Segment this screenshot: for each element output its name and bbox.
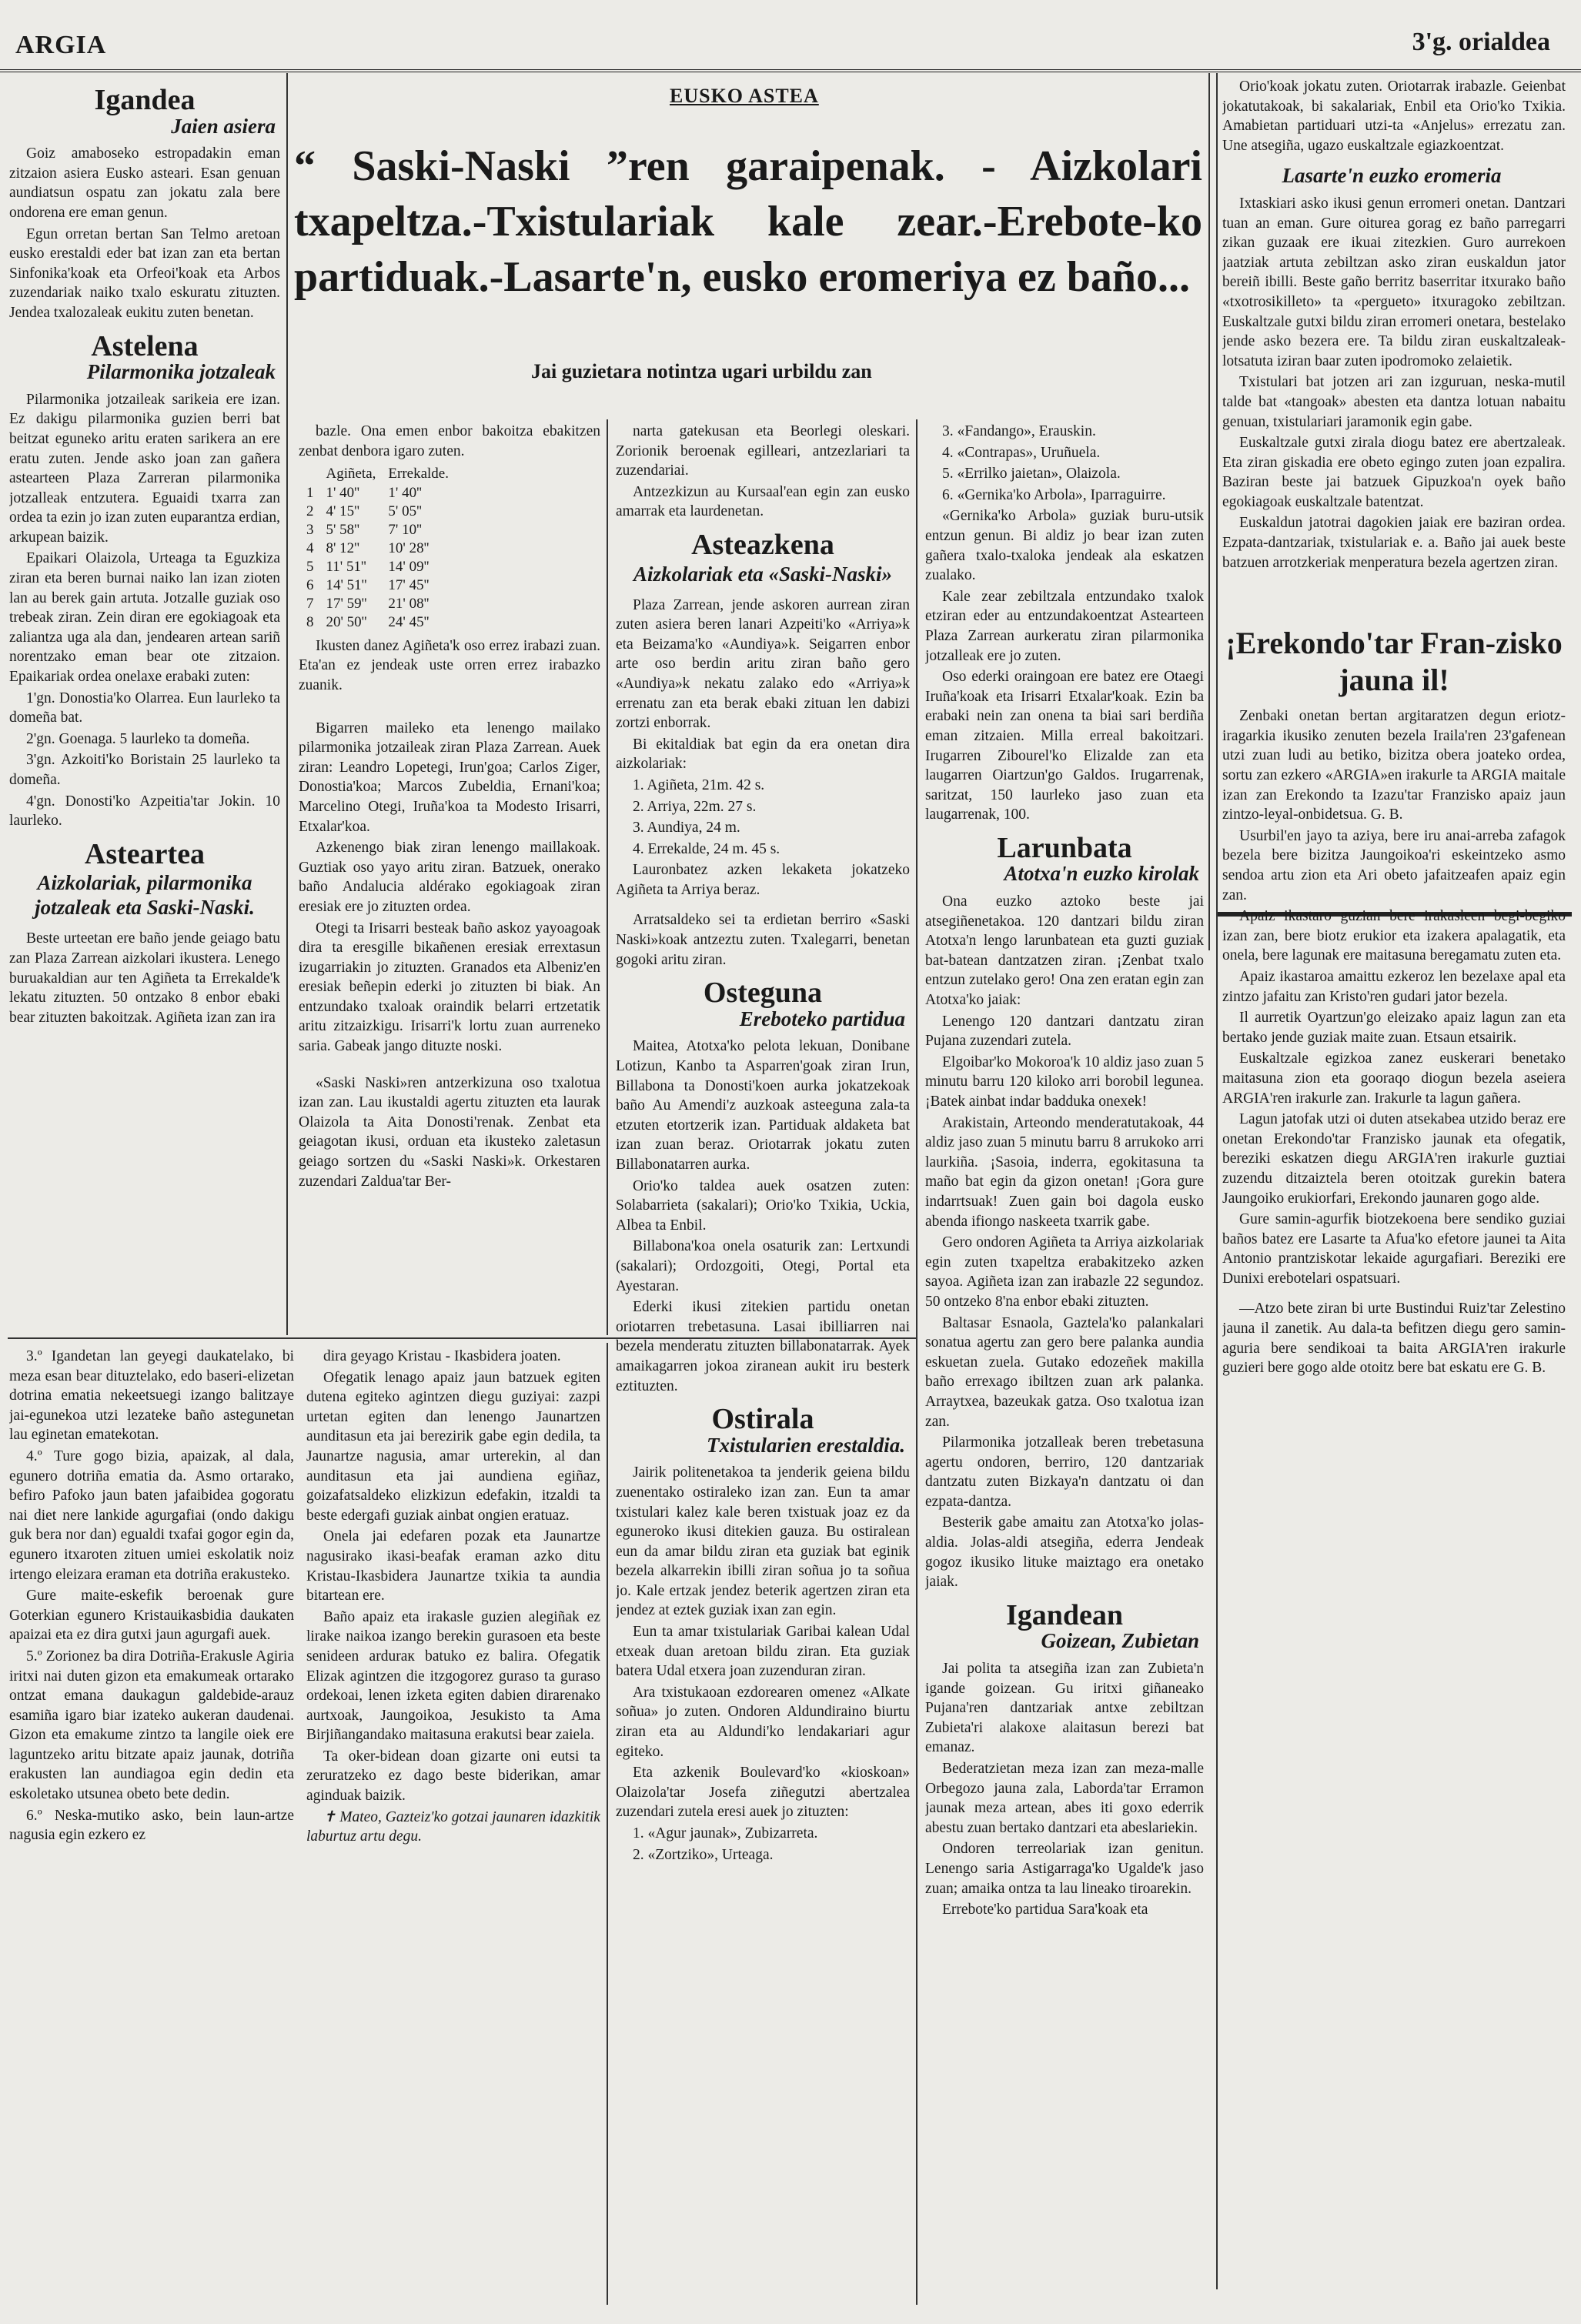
paragraph: 3'gn. Azkoiti'ko Boristain 25 laurleko ta domeña. bbox=[9, 752, 280, 788]
table-cell: 6 bbox=[306, 576, 314, 593]
section-subtitle: Aizkolariak, pilarmonika jotzaleak eta Saski-Naski. bbox=[35, 871, 255, 920]
paragraph: Billabona'koa onela osaturik zan: Lertxundi (sakalari); Ordozgoiti, Otegi, Portal eta Ayestaran. bbox=[616, 1238, 910, 1294]
table-cell: 21' 08'' bbox=[388, 595, 430, 612]
paragraph: Jai polita ta atsegiña izan zan Zubieta'n igande goizean. Gu iritxi giñaneako Pujana'ren dantzariak antxe zebiltzan Zubieta'ri alakoxe alaitasun berezi bat emanaz. bbox=[925, 1661, 1204, 1756]
spacer bbox=[1222, 574, 1566, 620]
paragraph: Ta oker-bidean doan gizarte oni eutsi ta zeruratzeko ez dago beste biderikan, amar aginduak baizik. bbox=[306, 1748, 600, 1805]
paragraph: bazle. Ona emen enbor bakoitza ebakitzen zenbat denbora igaro zuten. bbox=[299, 423, 600, 459]
paragraph: Besterik gabe amaitu zan Atotxa'ko jolas-aldia. Jolas-aldi atsegiña, ederra Jendeak gogoz ikusiko lituke maiztago era onetako jaiak. bbox=[925, 1514, 1204, 1591]
paragraph: Pilarmonika jotzaileak sarikeia ere izan. Ez dakigu pilarmonika guzien berri bat beitzat eguneko aritu eraten sarikera an ere eratu zuten. Jende asko joan zan gañera astearteen Plaza Zarreran pilarmonika jotzalleak entzutera. Eguaidi txarra zan ordea ta ezin jo izan zuten euparantza erdian, arkupean baizik. bbox=[9, 391, 280, 546]
paragraph: 2. «Zortziko», Urteaga. bbox=[633, 1846, 774, 1863]
section-title: Igandean bbox=[1005, 1598, 1124, 1631]
table-row bbox=[306, 576, 461, 595]
paragraph: Ondoren terreolariak izan genitun. Lenengo saria Astigarraga'ko Ugalde'k jaso zuan; amaika ontza ta lau lineako tiroarekin. bbox=[925, 1841, 1204, 1897]
section-subtitle: Atotxa'n euzko kirolak bbox=[1004, 862, 1199, 886]
bottom-column-2 bbox=[306, 1347, 600, 2301]
table-cell: 14' 51'' bbox=[326, 576, 367, 593]
paragraph: 1'gn. Donostia'ko Olarrea. Eun laurleko ta domeña bat. bbox=[9, 690, 280, 726]
paragraph: Egun orretan bertan San Telmo aretoan eusko erestaldi eder bat izan zan eta bertan Sinfonika'koak eta Orfeoi'koak eta Arbos zuzendariak naiko txalo eskuratu zituzten. Jendea txalozaleak eukitu zuten benetan. bbox=[9, 225, 280, 321]
paragraph: —Atzo bete ziran bi urte Bustindui Ruiz'tar Zelestino jauna il zanetik. Au dala-ta befitzen diegu gero samin-aguria bere sendikoai ta baita ARGIA'ren irakurle guzieri bere gogo alde otoitz bere bat eskatu ere G. B. bbox=[1222, 1301, 1566, 1377]
table-cell: 5 bbox=[306, 558, 314, 575]
paragraph: Baño apaiz eta irakasle guzien alegiñak ez lirake naikoa izango berekin gurasoen eta beste senideen arduraк batuko ez balira. Ofegatik Elizak agintzen die itzgogorez guraso ta guraso ordekoai, lenen izketa egiten dabien dirarenako aurtxoak, Jaungoikoa, Jesukisto ta Ama Birjiñangandako maitasuna erakutsi bear zaiela. bbox=[306, 1608, 600, 1744]
section-title: Asteartea bbox=[84, 837, 206, 870]
axe-times-table bbox=[306, 464, 461, 632]
table-cell: 4' 15'' bbox=[326, 503, 360, 519]
section-subtitle: Aizkolariak eta «Saski-Naski» bbox=[633, 562, 893, 586]
paragraph: 4. «Contrapas», Uruñuela. bbox=[942, 444, 1101, 461]
paragraph: 6. «Gernika'ko Arbola», Iparraguirre. bbox=[942, 486, 1166, 503]
paragraph: Jairik politenetakoa ta jenderik geiena bildu zuenentako ostiraleko izan zan. Eun ta amar txistulari kalez kale beren txistuak joaz ez da eguneroko ikusi ditekien gauza. Bu ostiralean eun da amar bildu ziran eta guziak bat eginik bezela alkarrekin ibilli ziran soñua jo ta soñua jo. Kale ertzak jendez beterik agertzen ziran eta jendez at eztek guziak ixan zan egin. bbox=[616, 1464, 910, 1619]
paragraph: Plaza Zarrean, jende askoren aurrean ziran zuten asiera beren lanari Azpeiti'ko «Arriya»k eta Beizama'ko «Aundiya»k. Seigarren enbor arte oso berdin aritu ziran baño gero «Aundiya»k nekatu zalako edo «Arriya»k errenatu zan eta berak ebaki zituan len dabizi zortzi enborrak. bbox=[616, 596, 910, 732]
paragraph: Apaiz ikastaroa amaittu ezkeroz len bezelaxe apal eta zintzo jafaitu zan Kristo'ren gudari jator bezela. bbox=[1222, 968, 1566, 1005]
paragraph: Euskaltzale egizkoa zanez euskerari benetako maitasuna zion eta gooraqo diogun bezela aseiera ARGIA'ren irakurle zan. Irakurle ta lagun gañera. bbox=[1222, 1050, 1566, 1107]
table-cell: 4 bbox=[306, 539, 314, 556]
table-cell: 17' 45'' bbox=[388, 576, 430, 593]
table-row bbox=[306, 484, 461, 503]
paragraph: «Saski Naski»ren antzerkizuna oso txalotua izan zan. Lau ikustaldi agertu zituzten eta laurak Olaizola ta Aita Donosti'renak. Zenbat eta geiagotan ikusi, orduan eta ikusteko zaletasun geiago sortzen du «Saski Naski»k. Orkestaren zuzendari Zaldua'tar Ber- bbox=[299, 1074, 600, 1190]
paragraph: Maitea, Atotxa'ko pelota lekuan, Donibane Lotizun, Kanbo ta Asparren'goak ziran Irun, Billabona ta Donosti'koen aurka jokatzekoak baño Au Amendi'z auzkoak asteeguna zala-ta etzuten etortzerik izan. Partiduak aldaketa bat izan zuan beraz. Oriotarrak jokatu zuten Billabonatarren aurka. bbox=[616, 1038, 910, 1173]
table-cell: 8 bbox=[306, 613, 314, 630]
table-cell: 11' 51'' bbox=[326, 558, 366, 575]
paragraph: Arakistain, Arteondo menderatutakoak, 44 aldiz jaso zuan 5 minutu barru 8 arrukoko arri laurkiña. ¡Sasoia, inderra, egokitasuna ta maño bat egin da gizon onetan! ¡Gora gure indarrtsuak! Zuen gain boi dagola eusko abenda ifiongo naskeeta txarrik gabe. bbox=[925, 1114, 1204, 1230]
paragraph: Lenengo 120 dantzari dantzatu ziran Pujana zuzendari zutela. bbox=[925, 1013, 1204, 1050]
paragraph: Ofegatik lenago apaiz jaun batzuek egiten dutena egiteko agintzen diegu guziyai: zazpi urtetan egiten dan lenengo Jaunartzen aunditasun eta jai berezirik gabe egin dedila, ta Jaunartze nagusia, amar urterekin, al dan aunditasun eta jai aundiena egiñaz, goizafatsaldeko elizkizun edefakin, itzaldi ta beste edergafi guziak ainbat ongien eratuaz. bbox=[306, 1369, 600, 1524]
paragraph: Eun ta amar txistulariak Garibai kalean Udal etxeak duan aretoan bildu ziran. Eta guziak batera Udal etxera joan zuzenduran ziran. bbox=[616, 1624, 910, 1680]
section-subtitle: Jaien asiera bbox=[171, 114, 276, 138]
section-title: Ostirala bbox=[711, 1403, 814, 1436]
paragraph: Gure maite-eskefik beroenak gure Goterkian egunero Kristauikasbidia daukaten apaizai eta ez dira gutxi jaun agurgafi auek. bbox=[9, 1588, 294, 1644]
section-title: Asteazkena bbox=[691, 528, 834, 561]
paragraph: 4.º Ture gogo bizia, apaizak, al dala, egunero dotriña ematia da. Asmo ortarako, befiro Pafoko jaun baten jafaibidea gogoratu nai diet nere lankide agurgafiai (ondo dakigu guk bera nor dan) egualdi txafai gogor egin da, egunero itxaroten zituen umiei eskolatik noiz irtengo eleizara eraman eta dotriña erakusteko. bbox=[9, 1447, 294, 1583]
section-title: Astelena bbox=[91, 329, 199, 362]
column-2 bbox=[299, 422, 600, 1330]
paragraph: Beste urteetan ere baño jende geiago batu zan Plaza Zarrean aizkolari ikustera. Lenego buruakaldian aur ten Agiñeta ta Errekalde'k lekatu zituzten. 50 ontzako 8 enbor ebaki bear zituzten bakoitzak. Agiñeta izan zan ira bbox=[9, 930, 280, 1026]
paragraph: Lauronbatez azken lekaketa jokatzeko Agiñeta ta Arriya beraz. bbox=[616, 862, 910, 898]
table-cell: 10' 28'' bbox=[388, 539, 430, 556]
section-kicker: EUSKO ASTEA bbox=[670, 85, 819, 107]
paragraph: Goiz amaboseko estropadakin eman zitzaion asiera Eusko asteari. Esan genuan aundiatsun ospatu zan jokatu zala bere ondorena ere eman genun. bbox=[9, 145, 280, 221]
bottom-column-1 bbox=[9, 1347, 294, 2301]
paragraph: Onela jai edefaren pozak eta Jaunartze nagusirako ikasi-beafak eraman azko ditu Kristau-Ikasbidera Jaunartze txikia ta aundia bitartean ere. bbox=[306, 1528, 600, 1604]
paragraph: Bederatzietan meza izan zan meza-malle Orbegozo jauna zala, Laborda'tar Erramon jaunak meza artean, abes iti goxo ederrik abestu zuan bertako dantzari eta abeslariekin. bbox=[925, 1761, 1204, 1836]
headline: “ Saski-Naski ”ren garaipenak. - Aizkolari txapeltza.-Txistulariak kale zear.-Erebote-ko partiduak.-Lasarte'n, eusko eromeriya ez baño... bbox=[294, 142, 1202, 301]
paragraph: 4'gn. Donosti'ko Azpeitia'tar Jokin. 10 laurleko. bbox=[9, 793, 280, 830]
signature: ✝ Mateo, Gazteiz'ko gotzai jaunaren idazkitik laburtuz artu degu. bbox=[306, 1808, 600, 1845]
paragraph: «Gernika'ko Arbola» guziak buru-utsik entzun genun. Bi aldiz jo bear izan zuten gañera txalo-txaloka jendeak ala eskatzen zualako. bbox=[925, 508, 1204, 584]
table-cell: 14' 09'' bbox=[388, 558, 430, 575]
paragraph: 1. «Agur jaunak», Zubizarreta. bbox=[633, 1825, 818, 1842]
paragraph: Pilarmonika jotzalleak beren trebetasuna agertu ondoren, berriro, 120 dantzariak dantzatu zuten Bizkaya'n dantzatu oi dan ezpata-dantza. bbox=[925, 1434, 1204, 1510]
table-cell: 7 bbox=[306, 595, 314, 612]
paragraph: 1. Agiñeta, 21m. 42 s. bbox=[633, 776, 765, 793]
column-5 bbox=[1222, 77, 1566, 2301]
masthead-left: ARGIA bbox=[15, 31, 107, 59]
section-subtitle: Lasarte'n euzko eromeria bbox=[1282, 164, 1502, 188]
column-rule bbox=[607, 419, 608, 1335]
paragraph: Antzezkizun au Kursaal'ean egin zan eusko amarrak eta laurdenetan. bbox=[616, 483, 910, 520]
table-cell: 5' 58'' bbox=[326, 521, 360, 538]
paragraph: 5. «Errilko jaietan», Olaizola. bbox=[942, 466, 1121, 482]
paragraph: Baltasar Esnaola, Gaztela'ko palankalari sonatua agertu zan gero bere palanka aundia eskuetan zuela. Gutako edozeñek makilla baño errexago ibiltzen zuan ark palanka. Arraytxea, bazeukak gatza. Oso txalotua izan zan. bbox=[925, 1314, 1204, 1430]
paragraph: Epaikari Olaizola, Urteaga ta Eguzkiza ziran eta beren burnai naiko lan izan zioten lan au berek gain artuta. Jotzalle guziak oso trebeak ziran. Zein diran ere egokiagoak eta zaliantza uga ala dan, jendearen artean sariñ norentzako eman bear ote zitzaion. Epaikariak ordea onelaxe erabaki zuten: bbox=[9, 550, 280, 686]
column-rule bbox=[607, 1343, 608, 2305]
paragraph: Txistulari bat jotzen ari zan izguruan, neska-mutil talde bat «tangoak» abesten eta dantza lotuan nabaitu genuan, txistulariari jaramonik egin gabe. bbox=[1222, 374, 1566, 430]
section-subtitle: Txistularien erestaldia. bbox=[706, 1433, 905, 1457]
paragraph: Lagun jatofak utzi oi duten atsekabea utzido beraz ere onetan Erekondo'tar Franzisko jaunak eta ofegatik, bereziki eskatzen diegu ARGIA'ren irakurle guztiai zuzendu ditzaiztela beren otoitzak gurekin batera Jaungoiko erukiorfari, Erekondo jaunaren gogo alde. bbox=[1222, 1111, 1566, 1207]
paragraph: Euskaldun jatotrai dagokien jaiak ere baziran ordea. Ezpata-dantzariak, txistulariak e. a. Baño jai auek beste batzuen arrotzkeriak menperatura bezela agertzen ziran. bbox=[1222, 515, 1566, 571]
paragraph: Il aurretik Oyartzun'go eleizako apaiz lagun zan eta bertako jende guziak maite zuan. Etsaun etsairik. bbox=[1222, 1010, 1566, 1046]
paragraph: Usurbil'en jayo ta aziya, bere iru anai-arreba zafagok bezela bere bizitza Jaungoikoa'ri eskeintzeko asmo sendoa artu zion eta Ari obeto jafaitzeafen apaiz egin zan. bbox=[1222, 827, 1566, 903]
paragraph: 6.º Neska-mutiko asko, bein laun-artze nagusia egin ezkero ez bbox=[9, 1807, 294, 1844]
paragraph: Euskaltzale gutxi zirala diogu batez ere abertzaleak. Eta ziran giskadia ere obeto egingo zuten joan ezpalira. Baziran beste jai batzuek Gipuzkoa'n oyek baño egokiagoak euskaltzale batentzat. bbox=[1222, 435, 1566, 510]
paragraph: Gero ondoren Agiñeta ta Arriya aizkolariak egin zuten txapeltza erabakitzeko azken sayoa. Agiñeta izan zan irabazle 22 segundoz. 50 ontzeko 8'na enbor ebaki zituzten. bbox=[925, 1234, 1204, 1310]
table-row bbox=[306, 558, 461, 576]
paragraph: Oso ederki oraingoan ere batez ere Otaegi Iruña'koak eta Irisarri Etxalar'koak. Ezin ba erabaki nein zan onena ta biai sari berdiña eman zitzaien. Milla erreal bakoitzari. Irugarren Zibourel'ko Elizalde zan eta laugarren Oiartzun'go Galdos. Irugarrenak, saritzat, 150 laurleko jaso zuan eta laugarrenak, 100. bbox=[925, 669, 1204, 823]
paragraph: Errebote'ko partidua Sara'koak eta bbox=[942, 1902, 1148, 1918]
paragraph: Zenbaki onetan bertan argitaratzen degun eriotz-iragarkia ikusiko zenuten bezela Iraila'ren 23'gafenean utzi zuan ludi au betiko, bizitza obera joateko ordea, sortu zan ezkero «ARGIA»en irakurle ta ARGIA maitale izan zan Erekondo ta Izazu'tar Franzisko apaiz jaun zintzo-leyal-onbidetsua. G. B. bbox=[1222, 708, 1566, 823]
section-title: Osteguna bbox=[703, 977, 823, 1010]
paragraph: Kale zear zebiltzala entzundako txalok etziran eder au entzundakoentzat Astearteen Plaza Zarrean aurkeratu ziran pilarmonika jotzalleak ere jo zuten. bbox=[925, 588, 1204, 664]
table-cell: 5' 05'' bbox=[388, 503, 422, 519]
section-subtitle: Pilarmonika jotzaleak bbox=[86, 360, 276, 384]
paragraph: 3. «Fandango», Erauskin. bbox=[942, 423, 1096, 439]
paragraph: Eta azkenik Boulevard'ko «kioskoan» Olaizola'tar Josefa ziñegutzi abertzalea zuzendari zutela eresi auek jo zituzten: bbox=[616, 1765, 910, 1821]
obituary-title: ¡Erekondo'tar Fran-zisko jauna il! bbox=[1225, 626, 1563, 698]
table-header-cell bbox=[306, 464, 326, 484]
paragraph: Bigarren maileko eta lenengo mailako pilarmonika jotzaileak ziran Plaza Zarrean. Auek ziran: Leandro Lopetegi, Irun'goa; Carlos Ziger, Donostia'koa; Marcos Zubeldia, Ernani'koa; Marcelino Otegi, Iruña'koa ta Modesto Irisarri, Etxalar'koa. bbox=[299, 720, 600, 835]
table-cell: 1' 40'' bbox=[388, 484, 422, 501]
paragraph: Ikusten danez Agiñeta'k oso errez irabazi zuan. Eta'an ez jendeak uste orren errez irabazko zuanik. bbox=[299, 637, 600, 693]
paragraph: Ederki ikusi zitekien partidu onetan oriotarren trebetasuna. Lasai ibilliarren nai bezela menderatu zituzten billabonatarrak. Ayek amaikagarren jokoa ziranean aukit iru besterk eztituzten. bbox=[616, 1299, 910, 1394]
paragraph: dira geyago Kristau - Ikasbidera joaten. bbox=[323, 1348, 561, 1364]
table-cell: 8' 12'' bbox=[326, 539, 360, 556]
table-row bbox=[306, 521, 461, 539]
table-row bbox=[306, 503, 461, 521]
table-cell: 24' 45'' bbox=[388, 613, 430, 630]
section-subtitle: Goizean, Zubietan bbox=[1041, 1629, 1199, 1653]
table-header-cell: Errekalde. bbox=[388, 466, 449, 482]
paragraph: 2. Arriya, 22m. 27 s. bbox=[633, 798, 757, 815]
paragraph: Ona euzko aztoko beste jai atsegiñenetakoa. 120 dantzari bildu ziran Atotxa'n lengo larunbatean eta guzti guziak bat-batean dantzatzen ziran. ¡Zenbat txalo entzun zutelako gero! Ona zen eratan egin zan Atotxa'ko jaiak: bbox=[925, 893, 1204, 1009]
table-cell: 1' 40'' bbox=[326, 484, 360, 501]
paragraph: Orio'koak jokatu zuten. Oriotarrak irabazle. Geienbat jokatutakoak, bi sakalariak, Enbil eta Orio'ko Txikia. Amabietan partiduari utzi-ta «Anjelus» errezatu zan. Une atsegiña, ugazo euskaltzale egiazkoentzat. bbox=[1222, 78, 1566, 154]
paragraph: Azkenengo biak ziran lenengo maillakoak. Guztiak oso yayo aritu ziran. Batzuek, onerako baño Andalucia aldérako egokiagoak ziran eresiak ere jo zituzten ordea. bbox=[299, 840, 600, 915]
section-subtitle: Ereboteko partidua bbox=[739, 1007, 905, 1030]
table-cell: 7' 10'' bbox=[388, 521, 422, 538]
paragraph: Otegi ta Irisarri besteak baño askoz yayoagoak dira ta eresgille bikañenen eresiak errextasun izugarriakin jo zituzten. Granados eta Albeniz'en eresiak beñepin ederki jo zituzten bi biak. An entzundako txaloak oraindik belarri ertzetatik aritu zitzaizkigu. Irisarri'k lortu zuan aurreneko saria. Gabeak jango dituzte noski. bbox=[299, 920, 600, 1055]
paragraph: 5.º Zorionez ba dira Dotriña-Erakusle Agiria iritxi nai duten gizon eta emakumeak ortarako ontzat emana daukagun galdebide-arauz esamiña igaro biar izateko aukeran daudenai. Gizon eta emakume zintzo ta langile oiek ere laguntzeko aritu bitzate apaiz jaunak, dotriña erakusten lan aundiagoa egin dedin eta eskoletako utsunea obeto bete dedin. bbox=[9, 1648, 294, 1803]
column-4 bbox=[925, 422, 1204, 2299]
column-1 bbox=[9, 85, 280, 1331]
headline-deck: Jai guzietara notintza ugari urbildu zan bbox=[531, 360, 872, 382]
table-cell: 2 bbox=[306, 503, 314, 519]
paragraph: Arratsaldeko sei ta erdietan berriro «Saski Naski»koak antzeztu zuten. Txalegarri, benetan gogoki aritu ziran. bbox=[616, 912, 910, 968]
table-cell: 3 bbox=[306, 521, 314, 538]
paragraph: Gure samin-agurfik biotzekoena bere sendiko guziai baños batez ere Lasarte ta Afua'ko efetore jaunei ta Aita Antonio prantziskotar lekaide agurgafiari. Bereziki ere Dunixi erebotelari ospatsuari. bbox=[1222, 1211, 1566, 1287]
page-number: 3'g. orialdea bbox=[1412, 28, 1550, 56]
paragraph: 3.º Igandetan lan geyegi daukatelako, bi meza esan bear dituztelako, edo baseri-elizetan dotrina ematia nekeetsuegi izango balitzaye jai-egunekoa utzi lezateke baño astegunetan lau eginetan ematekotan. bbox=[9, 1348, 294, 1444]
column-rule bbox=[286, 73, 288, 1335]
section-title: Igandea bbox=[94, 85, 196, 116]
table-cell: 1 bbox=[306, 484, 314, 501]
paragraph: 4. Errekalde, 24 m. 45 s. bbox=[633, 840, 780, 857]
paragraph: Ixtaskiari asko ikusi genun erromeri onetan. Dantzari tuan an eman. Gure oiturea gorag ez baño parregarri zikan guzaak ere ikuai zitezkien. Guro aurrekoen jaatziak artuta zebiltzan asko ziran euskaldun jator bereiñ ibilli. Beste gaño berritz baserritar itxurako baño «txotrosikilleto» ta «pergueto» itxuragoko zebiltzan. Euskaltzale gutxi bildu ziran erromeri onetara, bestelako jende asko bezera ere. Ta bildu ziran euskaltzaleak-lotsatuta iziran baar zuten ipodromoko zelaietik. bbox=[1222, 195, 1566, 369]
paragraph: Bi ekitaldiak bat egin da era onetan dira aizkolariak: bbox=[616, 736, 910, 773]
paragraph: Elgoibar'ko Mokoroa'k 10 aldiz jaso zuan 5 minutu barru 120 kiloko arri borobil legunea. ¡Batek ainbat indar badduka onexek! bbox=[925, 1053, 1204, 1110]
column-rule bbox=[916, 419, 918, 2305]
column-rule bbox=[1216, 73, 1218, 2289]
paragraph: Orio'ko taldea auek osatzen zuten: Solabarrieta (sakalari); Orio'ko Txikia, Uckia, Albea ta Enbil. bbox=[616, 1177, 910, 1234]
column-rule bbox=[1208, 73, 1210, 950]
table-cell: 20' 50'' bbox=[326, 613, 367, 630]
table-row bbox=[306, 595, 461, 613]
table-header-cell: Agiñeta, bbox=[326, 466, 376, 482]
paragraph: 2'gn. Goenaga. 5 laurleko ta domeña. bbox=[26, 730, 250, 747]
table-cell: 17' 59'' bbox=[326, 595, 367, 612]
paragraph: Ara txistukaoan ezdorearen omenez «Alkate soñua» jo zuten. Ondoren Aldundiraino biurtu ziran eta au Aldundi'ko lendakariari agur egiteko. bbox=[616, 1684, 910, 1760]
table-header-row bbox=[306, 464, 461, 484]
paragraph: 3. Aundiya, 24 m. bbox=[633, 820, 740, 836]
table-row bbox=[306, 539, 461, 558]
column-3 bbox=[616, 422, 910, 2299]
paragraph: Apaiz ikastaro guzian bere irakasleen begi-begiko izan zan, bere biotz erukior eta izakera apalagatik, eta onela, bere lagunak ere maitasuna beregamatu zuten eta. bbox=[1222, 908, 1566, 964]
table-row bbox=[306, 613, 461, 632]
paragraph: narta gatekusan eta Beorlegi oleskari. Zorionik beroenak egilleari, antzezlariari ta zuzendariai. bbox=[616, 423, 910, 479]
page-header bbox=[0, 23, 1581, 72]
section-title: Larunbata bbox=[997, 831, 1132, 864]
